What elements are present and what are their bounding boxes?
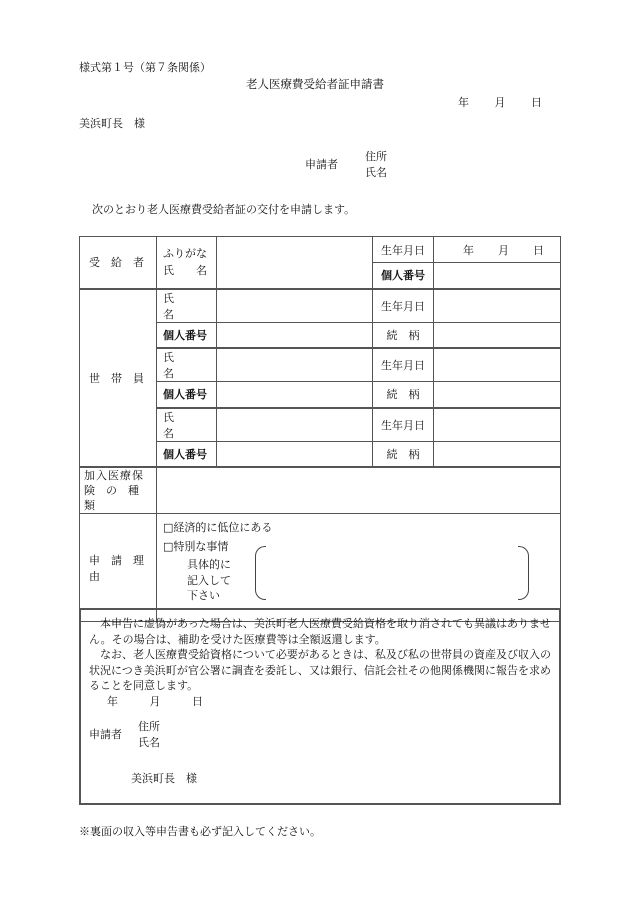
- reason-field: [157, 514, 561, 622]
- decl-year-label: 年: [107, 695, 118, 708]
- insurance-type-field[interactable]: [157, 467, 561, 514]
- member-3-name-label: 氏 名: [157, 408, 217, 442]
- member-3-birth-label: 生年月日: [373, 408, 434, 442]
- member-2-name-field[interactable]: [217, 348, 373, 382]
- member-3-birth-field[interactable]: [434, 408, 561, 442]
- reason-label-cell: [80, 514, 157, 622]
- reason-detail-instruction: 具体的に 記入して 下さい: [187, 558, 231, 602]
- birth-month-label: 月: [498, 243, 509, 257]
- application-date: [458, 97, 542, 108]
- right-bracket: [518, 546, 529, 600]
- addressee: 美浜町長 様: [79, 117, 145, 130]
- month-label: 月: [494, 96, 506, 109]
- recipient-name-field[interactable]: [217, 237, 373, 289]
- member-3-personal-number-label: 個人番号: [157, 441, 217, 467]
- member-2-relationship-field[interactable]: [434, 382, 561, 408]
- reason-option-economic[interactable]: □経済的に低位にある: [163, 521, 273, 534]
- recipient-personal-number-field[interactable]: [434, 263, 561, 289]
- member-2-relationship-label: 続 柄: [373, 382, 434, 408]
- member-1-relationship-label: 続 柄: [373, 322, 434, 348]
- form-number: 様式第１号（第７条関係）: [79, 61, 211, 74]
- day-label: 日: [531, 96, 542, 109]
- birth-day-label: 日: [533, 243, 544, 257]
- recipient-birth-field[interactable]: [434, 237, 561, 263]
- household-label: 世 帯 員: [89, 371, 144, 385]
- recipient-personal-number-label: 個人番号: [373, 263, 434, 289]
- declaration-date: [107, 696, 203, 707]
- member-1-birth-label: 生年月日: [373, 289, 434, 323]
- application-table: [79, 236, 561, 622]
- recipient-label: 受 給 者: [89, 256, 144, 270]
- address-label: 住所: [365, 150, 387, 163]
- member-1-birth-field[interactable]: [434, 289, 561, 323]
- declaration-box: [79, 608, 561, 805]
- decl-addressee: 美浜町長 様: [131, 772, 197, 785]
- reason-detail-field[interactable]: [267, 546, 517, 600]
- recipient-name-label: 氏 名: [163, 264, 207, 278]
- reason-option-special[interactable]: □特別な事情: [163, 540, 229, 553]
- decl-day-label: 日: [192, 695, 203, 708]
- member-1-row-1: [80, 289, 561, 323]
- footer-note: ※裏面の収入等申告書も必ず記入してください。: [79, 825, 321, 838]
- left-bracket: [255, 546, 266, 600]
- recipient-row-1: [80, 237, 561, 263]
- insurance-row: [80, 467, 561, 514]
- member-2-name-label: 氏 名: [157, 348, 217, 382]
- member-3-personal-number-field[interactable]: [217, 441, 373, 467]
- member-1-personal-number-label: 個人番号: [157, 322, 217, 348]
- member-2-birth-label: 生年月日: [373, 348, 434, 382]
- member-2-personal-number-field[interactable]: [217, 382, 373, 408]
- furigana-name-label-cell: [157, 237, 217, 289]
- intro-text: 次のとおり老人医療費受給者証の交付を申請します。: [92, 203, 356, 216]
- form-title: 老人医療費受給者証申請書: [246, 77, 384, 91]
- birth-year-label: 年: [463, 243, 474, 257]
- member-2-birth-field[interactable]: [434, 348, 561, 382]
- insurance-label-cell: [80, 467, 157, 514]
- furigana-label: ふりがな: [163, 247, 207, 261]
- reason-row: [80, 514, 561, 622]
- recipient-birth-label: 生年月日: [373, 237, 434, 263]
- reason-label: 申 請 理 由: [89, 553, 155, 583]
- insurance-label-line1: 加入医療保: [84, 469, 144, 482]
- member-1-name-field[interactable]: [217, 289, 373, 323]
- member-2-personal-number-label: 個人番号: [157, 382, 217, 408]
- declaration-paragraph-2: なお、老人医療費受給資格について必要があるときは、私及び私の世帯員の資産及び収入の状況につき美浜町が官公署に調査を委託し、又は銀行、信託会社その他関係機関に報告を求めることを同意します。: [89, 648, 551, 692]
- member-1-personal-number-field[interactable]: [217, 322, 373, 348]
- household-label-cell: [80, 289, 157, 468]
- member-1-name-label: 氏 名: [157, 289, 217, 323]
- member-3-relationship-field[interactable]: [434, 441, 561, 467]
- year-label: 年: [458, 96, 469, 109]
- member-3-name-field[interactable]: [217, 408, 373, 442]
- decl-address-label: 住所: [138, 720, 160, 733]
- decl-applicant-label: 申請者: [89, 728, 122, 741]
- declaration-paragraph-1: 本申告に虚偽があった場合は、美浜町老人医療費受給資格を取り消されても異議はありません。その場合は、補助を受けた医療費等は全額返還します。: [89, 617, 551, 646]
- recipient-label-cell: [80, 237, 157, 289]
- member-3-relationship-label: 続 柄: [373, 441, 434, 467]
- insurance-label-line2: 険 の 種 類: [84, 484, 150, 512]
- member-1-relationship-field[interactable]: [434, 322, 561, 348]
- applicant-label: 申請者: [305, 158, 338, 171]
- decl-month-label: 月: [149, 695, 161, 708]
- decl-name-label: 氏名: [138, 736, 160, 749]
- name-label: 氏名: [365, 166, 387, 179]
